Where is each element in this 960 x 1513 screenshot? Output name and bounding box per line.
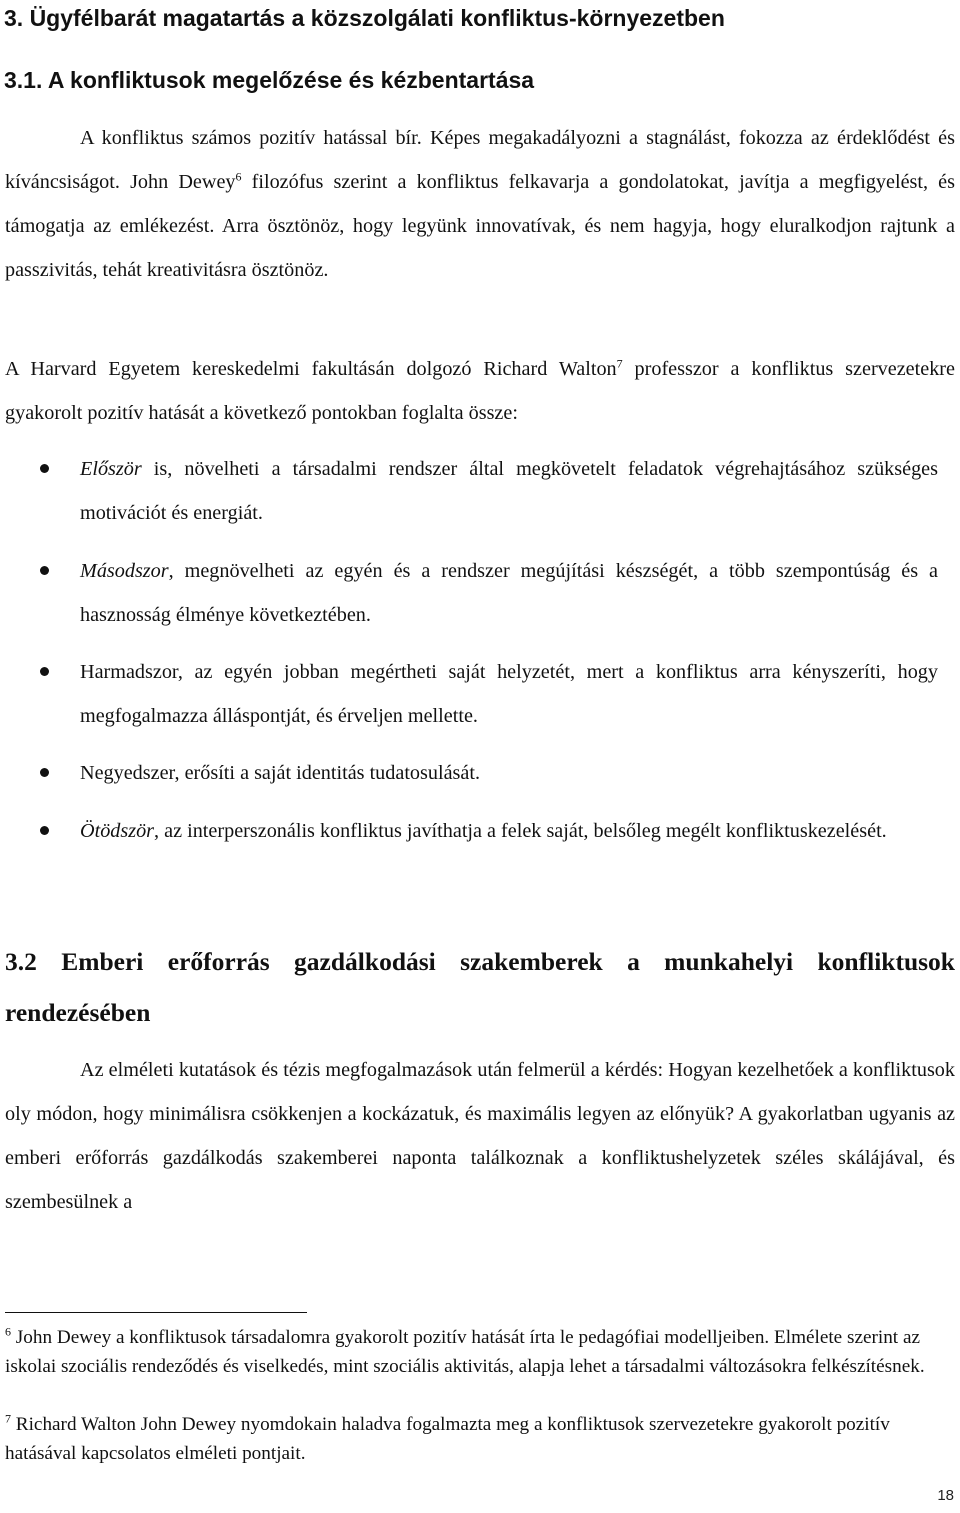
list-item-text [80, 809, 938, 853]
list-item-text [80, 447, 938, 535]
footnote-number: 6 [5, 1324, 11, 1339]
paragraph-conflict-benefits [5, 116, 955, 292]
bullet-icon [40, 464, 49, 473]
list-item-lead: Ötödször [80, 820, 155, 842]
bullet-icon [40, 768, 49, 777]
list-item-rest: , megnövelheti az egyén és a rendszer megújítási készségét, a több szempontúság és a hasznosság élménye következtében. [80, 560, 938, 626]
list-item-rest: Negyedszer, erősíti a saját identitás tudatosulását. [80, 762, 481, 784]
list-item-text [80, 751, 938, 795]
list-item-text [80, 549, 938, 637]
footnote-ref-6[interactable]: 6 [235, 169, 242, 184]
page-number: 18 [937, 1487, 954, 1504]
paragraph-walton [5, 347, 955, 435]
paragraph-hr-specialists: Az elméleti kutatások és tézis megfogalmazások után felmerül a kérdés: Hogyan kezelhetőek a konfliktusok oly módon, hogy minimálisra csökkenjen a kockázatuk, és maximális legyen az előnyük? A gyakorlatban ugyanis az emberi erőforrás gazdálkodás szakemberei naponta találkoznak a konfliktushelyzetek széles skálájával, és szembesülnek a [5, 1059, 955, 1213]
paragraph-text: A Harvard Egyetem kereskedelmi fakultásán dolgozó Richard Walton [5, 358, 617, 380]
section-3-2-heading: 3.2 Emberi erőforrás gazdálkodási szakemberek a munkahelyi konfliktusok rendezésében [5, 947, 955, 1027]
list-item-lead: Másodszor [80, 560, 169, 582]
section-3-heading: 3. Ügyfélbarát magatartás a közszolgálati konfliktus-környezetben [4, 5, 725, 31]
list-item-rest: is, növelheti a társadalmi rendszer által megkövetelt feladatok végrehajtásához szükséges motivációt és energiát. [80, 458, 938, 524]
list-item-lead: Először [80, 458, 142, 480]
footnote-separator [5, 1312, 307, 1313]
list-item-text [80, 650, 938, 738]
footnote-ref-7[interactable]: 7 [616, 356, 623, 371]
paragraph-text: filozófus szerint a konfliktus felkavarja a gondolatokat, javítja a megfigyelést, és támogatja az emlékezést. Arra ösztönöz, hogy legyünk innovatívak, és nem hagyja, hogy eluralkodjon rajtunk a passzivitás, tehát kreativitásra ösztönöz. [5, 171, 956, 281]
paragraph-text: professzor a konfliktus szervezetekre gyakorolt pozitív hatását a következő pontokban foglalta össze: [5, 358, 955, 424]
paragraph-text: A konfliktus számos pozitív hatással bír. Képes megakadályozni a stagnálást, fokozza az érdeklődést és kíváncsiságot. John Dewey [5, 127, 955, 193]
bullet-icon [40, 826, 49, 835]
footnote-6 [5, 1323, 955, 1381]
footnote-number: 7 [5, 1411, 11, 1426]
footnote-text: Richard Walton John Dewey nyomdokain haladva fogalmazta meg a konfliktusok szervezetekre gyakorolt pozitív hatásával kapcsolatos elméleti pontjait. [5, 1414, 890, 1464]
bullet-icon [40, 566, 49, 575]
section-3-1-heading: 3.1. A konfliktusok megelőzése és kézbentartása [4, 67, 535, 93]
footnote-text: John Dewey a konfliktusok társadalomra gyakorolt pozitív hatását írta le pedagófiai modelljeiben. Elmélete szerint az iskolai szociális rendeződés és viselkedés, mint szociális aktivitás, alapja lehet a társadalmi változásokra felkészítésnek. [5, 1327, 925, 1377]
list-item-rest: Harmadszor, az egyén jobban megértheti saját helyzetét, mert a konfliktus arra kényszeríti, hogy megfogalmazza álláspontját, és érveljen mellette. [80, 661, 938, 727]
footnote-7 [5, 1410, 955, 1468]
bullet-icon [40, 667, 49, 676]
list-item-rest: , az interperszonális konfliktus javíthatja a felek saját, belsőleg megélt konfliktuskezelését. [154, 820, 887, 842]
